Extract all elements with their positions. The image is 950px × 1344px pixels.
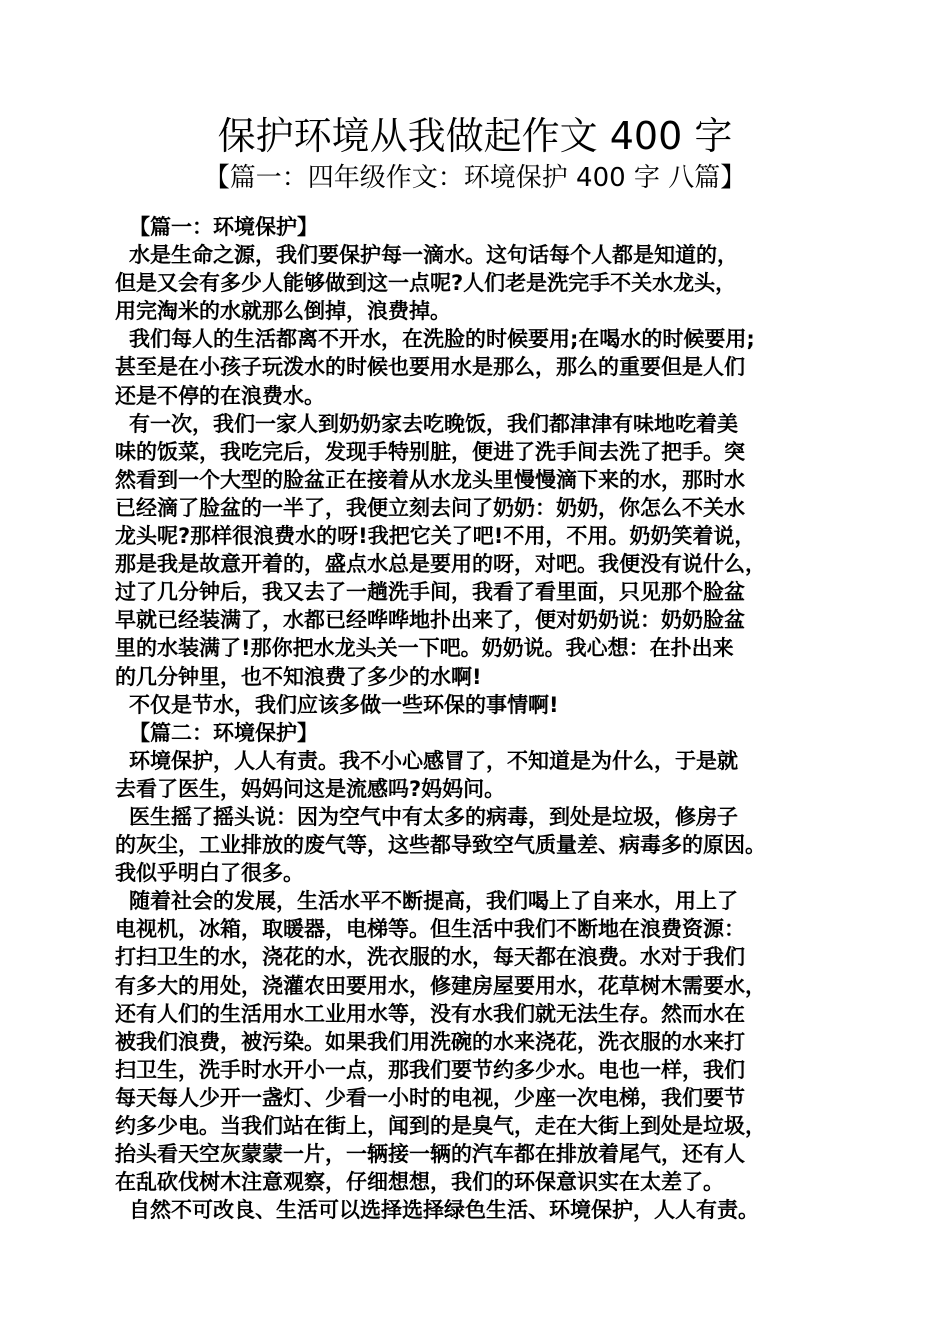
text-line: 被我们浪费，被污染。如果我们用洗碗的水来浇花，洗衣服的水来打 <box>115 1029 745 1054</box>
text-line: 的灰尘，工业排放的废气等，这些都导致空气质量差、病毒多的原因。 <box>115 833 766 858</box>
text-line: 在乱砍伐树木注意观察，仔细想想，我们的环保意识实在太差了。 <box>115 1170 724 1195</box>
document-title: 保护环境从我做起作文 400 字 <box>217 114 733 158</box>
text-line: 去看了医生，妈妈问这是流感吗?妈妈问。 <box>115 776 506 801</box>
text-line: 我似乎明白了很多。 <box>115 861 304 886</box>
text-line: 的几分钟里，也不知浪费了多少的水啊! <box>115 664 482 689</box>
text-line: 电视机，冰箱，取暖器，电梯等。但生活中我们不断地在浪费资源： <box>115 917 745 942</box>
text-line: 已经滴了脸盆的一半了，我便立刻去问了奶奶：奶奶，你怎么不关水 <box>115 495 745 520</box>
text-line: 打扫卫生的水，浇花的水，洗衣服的水，每天都在浪费。水对于我们 <box>115 945 745 970</box>
text-line: 龙头呢?那样很浪费水的呀!我把它关了吧!不用，不用。奶奶笑着说， <box>115 524 756 549</box>
section-heading: 【篇一：环境保护】 <box>129 215 318 239</box>
document-body <box>115 213 850 1224</box>
text-line: 医生摇了摇头说：因为空气中有太多的病毒，到处是垃圾，修房子 <box>129 804 738 829</box>
text-line: 然看到一个大型的脸盆正在接着从水龙头里慢慢滴下来的水，那时水 <box>115 467 745 492</box>
text-line: 每天每人少开一盏灯、少看一小时的电视，少座一次电梯，我们要节 <box>115 1085 745 1110</box>
text-line: 约多少电。当我们站在街上，闻到的是臭气，走在大街上到处是垃圾， <box>115 1114 766 1138</box>
text-line: 抬头看天空灰蒙蒙一片，一辆接一辆的汽车都在排放着尾气，还有人 <box>115 1142 745 1167</box>
text-line: 里的水装满了!那你把水龙头关一下吧。奶奶说。我心想：在扑出来 <box>115 636 734 661</box>
text-line: 早就已经装满了，水都已经哗哗地扑出来了，便对奶奶说：奶奶脸盆 <box>115 608 745 633</box>
text-line: 还是不停的在浪费水。 <box>115 383 325 408</box>
text-line: 味的饭菜，我吃完后，发现手特别脏，便进了洗手间去洗了把手。突 <box>115 439 745 464</box>
text-line: 扫卫生，洗手时水开小一点，那我们要节约多少水。电也一样，我们 <box>115 1057 745 1082</box>
document-subtitle: 【篇一：四年级作文：环境保护 400 字 八篇】 <box>203 163 747 193</box>
text-line: 甚至是在小孩子玩泼水的时候也要用水是那么，那么的重要但是人们 <box>115 355 745 380</box>
text-line: 水是生命之源，我们要保护每一滴水。这句话每个人都是知道的， <box>129 243 738 268</box>
text-line: 但是又会有多少人能够做到这一点呢?人们老是洗完手不关水龙头， <box>115 271 737 296</box>
text-line: 我们每人的生活都离不开水，在洗脸的时候要用;在喝水的时候要用; <box>129 327 755 352</box>
text-line: 有一次，我们一家人到奶奶家去吃晚饭，我们都津津有味地吃着美 <box>129 411 738 436</box>
text-line: 过了几分钟后，我又去了一趟洗手间，我看了看里面，只见那个脸盆 <box>115 580 745 605</box>
text-line: 还有人们的生活用水工业用水等，没有水我们就无法生存。然而水在 <box>115 1001 745 1026</box>
text-line: 用完淘米的水就那么倒掉，浪费掉。 <box>115 299 451 324</box>
text-line: 有多大的用处，浇灌农田要用水，修建房屋要用水，花草树木需要水， <box>115 973 766 998</box>
text-line: 自然不可改良、生活可以选择选择绿色生活、环境保护，人人有责。 <box>129 1198 759 1223</box>
section-heading: 【篇二：环境保护】 <box>129 720 318 745</box>
text-line: 环境保护，人人有责。我不小心感冒了，不知道是为什么，于是就 <box>129 748 738 773</box>
text-line: 那是我是故意开着的，盛点水总是要用的呀，对吧。我便没有说什么， <box>115 552 766 577</box>
text-line: 不仅是节水，我们应该多做一些环保的事情啊! <box>129 692 559 717</box>
text-line: 随着社会的发展，生活水平不断提高，我们喝上了自来水，用上了 <box>129 889 738 914</box>
